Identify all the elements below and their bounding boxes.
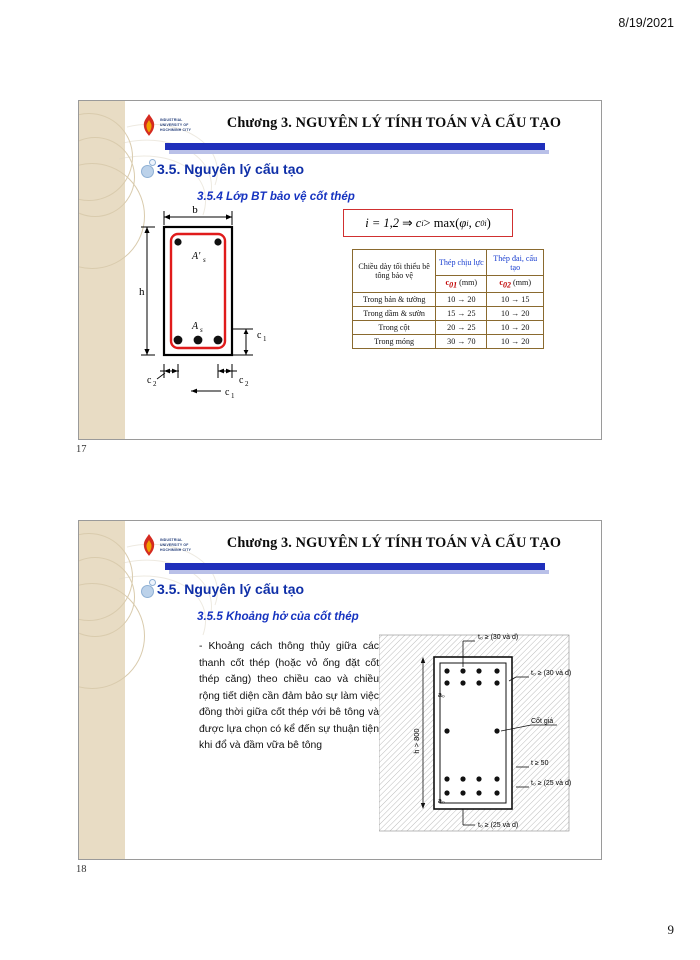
row-label: Trong móng	[353, 334, 436, 348]
table-col3-header: Thép đai, cấu tạo	[487, 250, 544, 276]
slide-number-18: 18	[76, 864, 87, 875]
cross-section-figure	[129, 201, 344, 401]
svg-text:s: s	[203, 256, 206, 264]
formula-text	[344, 210, 512, 236]
table-row	[353, 320, 544, 334]
table-col2-header: Thép chịu lực	[436, 250, 487, 276]
section-heading: 3.5. Nguyên lý cấu tạo	[157, 581, 305, 597]
row-c02: 10 → 20	[487, 334, 544, 348]
section-bullet-icon	[141, 585, 154, 598]
table-row	[353, 306, 544, 320]
title-underline-shadow	[169, 150, 549, 154]
svg-text:A': A'	[192, 251, 201, 262]
c02-code-sub: 02	[503, 280, 511, 290]
svg-text:h: h	[139, 286, 145, 298]
flame-icon	[141, 534, 157, 556]
formula-c0-sub: 0i	[480, 218, 487, 228]
slide-number-17: 17	[76, 444, 87, 455]
body-paragraph: - Khoảng cách thông thủy giữa các thanh cốt thép (hoặc vỏ ống đặt cốt thép căng) theo chiều cao và chiều rộng tiết diện cần đảm bảo sự làm việc đồng thời giữa cốt thép với bê tông và được lựa chọn có kể đến sự thuận tiện khi đổ và đầm vữa bê tông	[199, 641, 379, 751]
subsection-heading: 3.5.5 Khoảng hở của cốt thép	[197, 610, 359, 623]
formula-phi: φ	[459, 215, 467, 230]
formula-lhs: i = 1,2	[365, 215, 400, 230]
formula-comma-c: , c	[468, 215, 481, 230]
table-row	[353, 292, 544, 306]
svg-text:c: c	[257, 330, 262, 341]
logo-text	[160, 118, 191, 133]
row-c02: 10 → 15	[487, 292, 544, 306]
logo-line-3: HOCHIMINH CITY	[160, 127, 192, 132]
label-top-2: t₀ ≥ (30 và d)	[531, 670, 572, 677]
label-h800: h > 800	[412, 728, 421, 754]
cover-thickness-table	[352, 249, 544, 349]
slide-17	[78, 100, 602, 440]
formula-c-sub: i	[421, 218, 424, 228]
page-number: 9	[667, 922, 674, 937]
label-t50: t ≥ 50	[531, 760, 549, 767]
label-top-1: t₀ ≥ (30 và d)	[478, 634, 519, 641]
formula-arrow: ⇒	[402, 216, 413, 230]
svg-text:1: 1	[263, 335, 267, 343]
table-header-row	[353, 250, 544, 276]
row-label: Trong dầm & sườn	[353, 306, 436, 320]
slide-18	[78, 520, 602, 860]
formula-close: )	[486, 215, 491, 230]
formula-gt: > max(	[423, 215, 460, 230]
row-label: Trong cột	[353, 320, 436, 334]
logo-line-3: HOCHIMINH CITY	[160, 547, 192, 552]
svg-text:b: b	[192, 204, 198, 216]
logo-line-1: INDUSTRIAL	[160, 117, 183, 122]
bar-spacing-figure	[379, 621, 594, 841]
label-a-bot: a₀	[438, 798, 445, 805]
title-underline-shadow	[169, 570, 549, 574]
row-c02: 10 → 20	[487, 320, 544, 334]
svg-text:2: 2	[245, 380, 249, 388]
document-date: 8/19/2021	[618, 16, 674, 30]
title-underline-bar	[165, 563, 545, 570]
logo-line-1: INDUSTRIAL	[160, 537, 183, 542]
row-label: Trong bản & tường	[353, 292, 436, 306]
formula-box	[343, 209, 513, 237]
row-c01: 20 → 25	[436, 320, 487, 334]
section-bullet-small-icon	[149, 159, 156, 166]
svg-text:1: 1	[231, 392, 235, 400]
svg-text:A: A	[192, 321, 199, 332]
table-col2-unit	[436, 276, 487, 293]
svg-text:c: c	[239, 375, 244, 386]
section-heading: 3.5. Nguyên lý cấu tạo	[157, 161, 305, 177]
svg-text:c: c	[225, 387, 230, 398]
c01-code-sub: 01	[449, 280, 458, 290]
slide-title: Chương 3. NGUYÊN LÝ TÍNH TOÁN VÀ CẤU TẠO	[226, 535, 562, 551]
section-bullet-icon	[141, 165, 154, 178]
row-c02: 10 → 20	[487, 306, 544, 320]
table-row	[353, 334, 544, 348]
logo-line-2: UNIVERSITY OF	[160, 122, 189, 127]
flame-icon	[141, 114, 157, 136]
label-a-top: a₀	[438, 692, 445, 699]
row-c01: 10 → 20	[436, 292, 487, 306]
label-cot-gia: Cốt giá	[531, 718, 554, 725]
title-underline-bar	[165, 143, 545, 150]
label-t25-a: t₀ ≥ (25 và d)	[531, 780, 572, 787]
formula-phi-sub: i	[466, 218, 469, 228]
formula-c: c	[415, 215, 422, 230]
table-col3-unit	[487, 276, 544, 293]
label-t25-b: t₀ ≥ (25 và d)	[478, 822, 519, 829]
svg-text:s: s	[200, 326, 203, 334]
c01-unit: (mm)	[459, 278, 478, 287]
subsection-heading: 3.5.4 Lớp BT bảo vệ cốt thép	[197, 190, 355, 203]
row-c01: 15 → 25	[436, 306, 487, 320]
svg-text:c: c	[147, 375, 152, 386]
c01-code: c	[445, 278, 450, 287]
logo-text	[160, 538, 191, 553]
slide-title: Chương 3. NGUYÊN LÝ TÍNH TOÁN VÀ CẤU TẠO	[226, 115, 562, 131]
table-col1-header: Chiều dày tối thiểu bê tông bảo vệ	[353, 250, 436, 293]
svg-text:2: 2	[153, 380, 157, 388]
c02-unit: (mm)	[513, 278, 532, 287]
c02-code: c	[499, 278, 503, 287]
logo-line-2: UNIVERSITY OF	[160, 542, 189, 547]
row-c01: 30 → 70	[436, 334, 487, 348]
section-bullet-small-icon	[149, 579, 156, 586]
